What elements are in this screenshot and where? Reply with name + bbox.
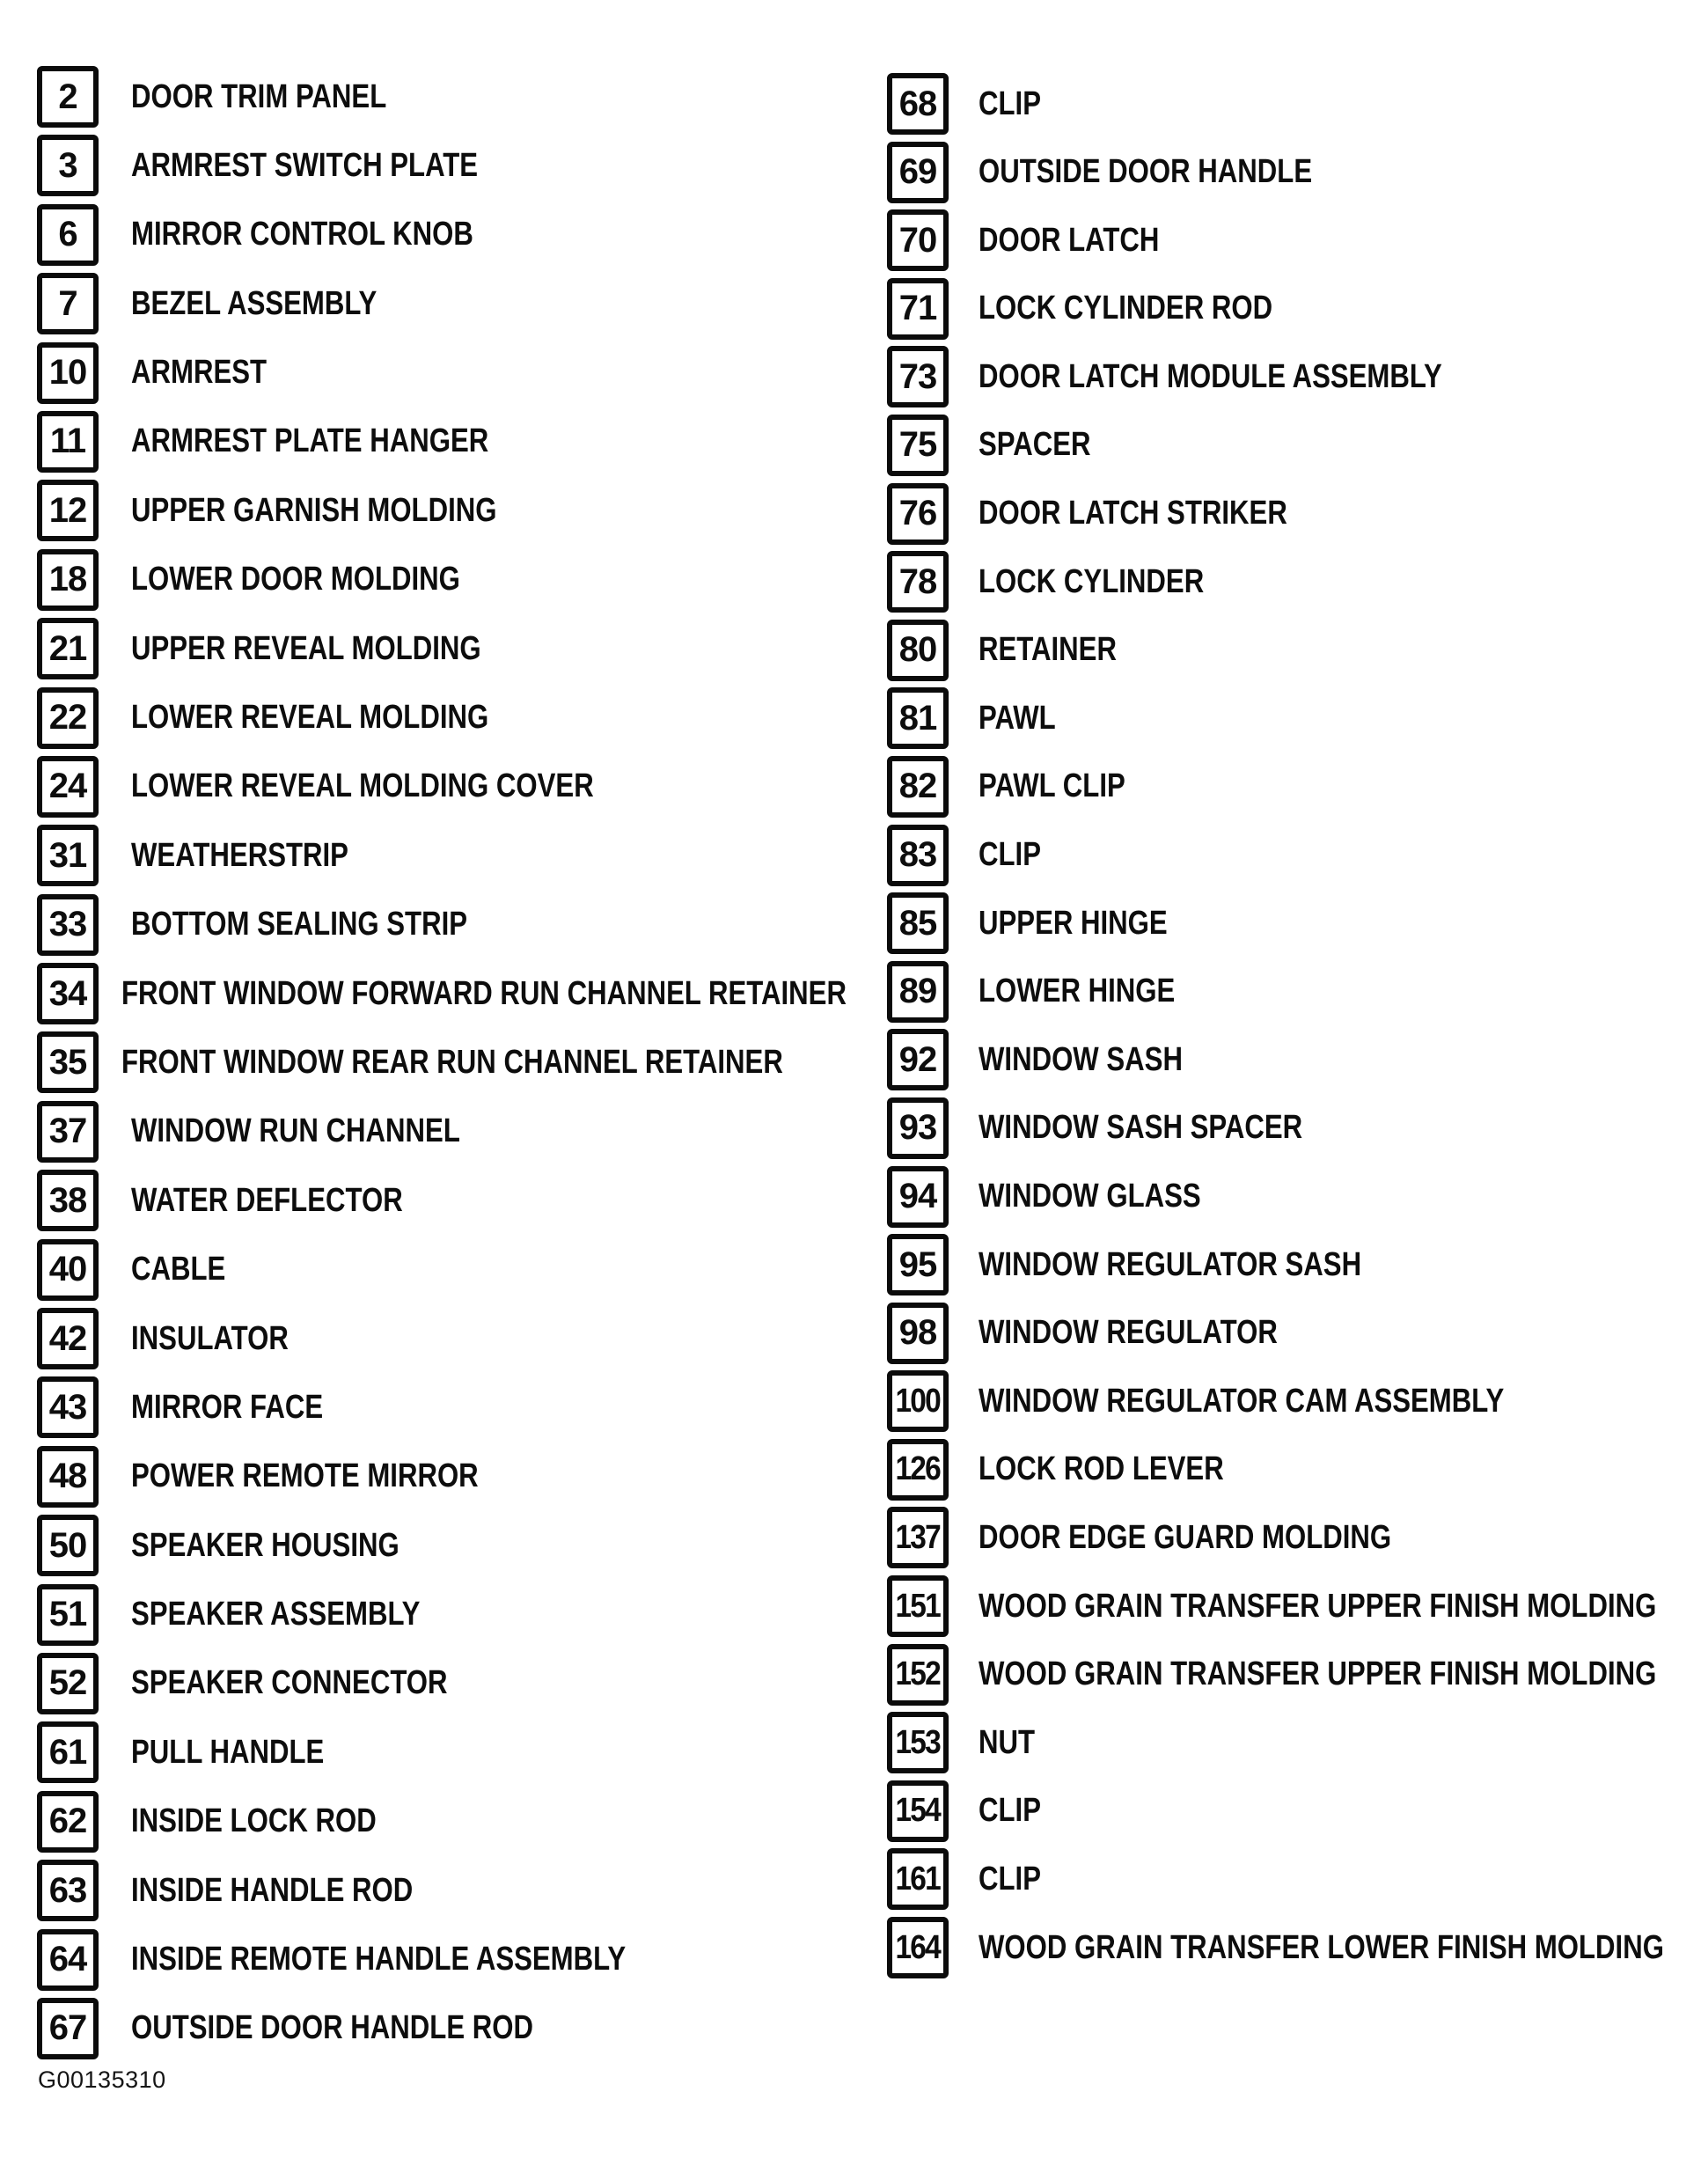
- part-number-box: [887, 142, 949, 203]
- part-label: ARMREST PLATE HANGER: [131, 422, 489, 460]
- part-number-box: [887, 483, 949, 545]
- legend-row: [37, 342, 1006, 404]
- part-number-box: [37, 1515, 99, 1576]
- part-number: 92: [898, 1039, 937, 1079]
- part-number: 98: [898, 1313, 937, 1353]
- part-label: WINDOW REGULATOR SASH: [979, 1245, 1362, 1283]
- part-number-box: [887, 620, 949, 681]
- part-label: INSULATOR: [131, 1319, 289, 1357]
- legend-row: [887, 209, 1708, 271]
- legend-row: [37, 1515, 1006, 1576]
- part-label: CLIP: [979, 84, 1041, 122]
- legend-row: [37, 273, 1006, 334]
- part-number: 43: [48, 1387, 87, 1427]
- part-number: 67: [48, 2008, 87, 2048]
- part-number-box: [37, 894, 99, 956]
- part-number-box: [887, 551, 949, 613]
- part-number: 126: [895, 1450, 941, 1488]
- part-label: UPPER REVEAL MOLDING: [131, 629, 481, 667]
- legend-row: [887, 1644, 1708, 1706]
- part-number-box: [37, 1308, 99, 1369]
- part-number-box: [887, 892, 949, 954]
- part-number: 7: [58, 283, 77, 323]
- part-number-box: [37, 204, 99, 266]
- part-number: 76: [898, 494, 937, 533]
- part-label: LOWER DOOR MOLDING: [131, 561, 460, 598]
- legend-row: [887, 415, 1708, 476]
- legend-row: [37, 1929, 1006, 1991]
- part-label: PULL HANDLE: [131, 1733, 325, 1771]
- part-label: WOOD GRAIN TRANSFER UPPER FINISH MOLDING: [979, 1655, 1657, 1693]
- part-label: WINDOW GLASS: [979, 1178, 1201, 1215]
- part-number-box: [37, 1860, 99, 1921]
- part-label: CABLE: [131, 1251, 226, 1288]
- part-number: 93: [898, 1108, 937, 1148]
- legend-row: [887, 1166, 1708, 1228]
- part-number-box: [37, 963, 99, 1024]
- part-number-box: [37, 1584, 99, 1646]
- legend-row: [37, 1308, 1006, 1369]
- part-label: WINDOW RUN CHANNEL: [131, 1112, 460, 1150]
- part-label: ARMREST SWITCH PLATE: [131, 146, 479, 184]
- legend-row: [887, 1097, 1708, 1159]
- part-number: 10: [48, 353, 87, 393]
- part-label: DOOR LATCH STRIKER: [979, 495, 1287, 532]
- part-number-box: [887, 1029, 949, 1090]
- legend-row: [887, 1234, 1708, 1296]
- part-number: 52: [48, 1663, 87, 1703]
- part-label: LOCK CYLINDER: [979, 562, 1205, 600]
- part-label: WOOD GRAIN TRANSFER UPPER FINISH MOLDING: [979, 1587, 1657, 1625]
- part-label: FRONT WINDOW REAR RUN CHANNEL RETAINER: [121, 1043, 783, 1081]
- part-label: PAWL: [979, 699, 1056, 737]
- legend-row: [887, 1029, 1708, 1090]
- part-number-box: [887, 1917, 949, 1978]
- part-number-box: [37, 1376, 99, 1438]
- part-number-box: [37, 411, 99, 473]
- part-number-box: [37, 66, 99, 128]
- part-number: 152: [895, 1655, 941, 1693]
- part-number: 51: [48, 1595, 87, 1634]
- part-number-box: [37, 1031, 99, 1093]
- part-number: 6: [58, 215, 77, 254]
- part-number-box: [37, 1653, 99, 1714]
- part-number-box: [887, 1370, 949, 1432]
- legend-row: [37, 1170, 1006, 1231]
- legend-row: [887, 483, 1708, 545]
- legend-row: [887, 961, 1708, 1023]
- part-label: MIRROR FACE: [131, 1388, 324, 1426]
- part-label: BOTTOM SEALING STRIP: [131, 906, 468, 943]
- legend-row: [37, 894, 1006, 956]
- part-number-box: [887, 1303, 949, 1364]
- legend-row: [37, 756, 1006, 818]
- part-label: DOOR LATCH MODULE ASSEMBLY: [979, 357, 1442, 395]
- part-label: WATER DEFLECTOR: [131, 1181, 403, 1219]
- part-label: UPPER HINGE: [979, 904, 1168, 942]
- part-label: POWER REMOTE MIRROR: [131, 1457, 479, 1495]
- part-label: INSIDE REMOTE HANDLE ASSEMBLY: [131, 1941, 627, 1978]
- part-label: PAWL CLIP: [979, 767, 1125, 805]
- part-label: SPACER: [979, 426, 1091, 464]
- part-number: 24: [48, 767, 87, 806]
- part-number-box: [37, 687, 99, 749]
- part-number: 161: [895, 1860, 941, 1897]
- part-number: 50: [48, 1525, 87, 1565]
- part-number-box: [887, 1234, 949, 1296]
- part-number: 154: [895, 1792, 941, 1830]
- part-number: 40: [48, 1250, 87, 1289]
- part-number: 64: [48, 1940, 87, 1979]
- part-number-box: [37, 1721, 99, 1783]
- legend-row: [37, 825, 1006, 886]
- part-number: 89: [898, 972, 937, 1011]
- part-label: RETAINER: [979, 631, 1117, 669]
- legend-row: [887, 1780, 1708, 1842]
- part-number: 83: [898, 835, 937, 875]
- legend-row: [887, 346, 1708, 407]
- part-label: CLIP: [979, 1792, 1041, 1830]
- legend-row: [887, 1370, 1708, 1432]
- part-number: 12: [48, 490, 87, 530]
- part-number-box: [887, 1507, 949, 1568]
- part-number: 69: [898, 152, 937, 192]
- legend-row: [887, 620, 1708, 681]
- legend-row: [887, 825, 1708, 886]
- legend-row: [37, 687, 1006, 749]
- part-number-box: [887, 415, 949, 476]
- part-number-box: [887, 209, 949, 271]
- part-number: 164: [895, 1928, 941, 1966]
- part-label: LOCK ROD LEVER: [979, 1450, 1224, 1488]
- part-number-box: [37, 1170, 99, 1231]
- part-label: SPEAKER HOUSING: [131, 1526, 400, 1564]
- legend-row: [37, 963, 1006, 1024]
- legend-row: [887, 1439, 1708, 1501]
- legend-row: [887, 142, 1708, 203]
- part-number: 75: [898, 425, 937, 465]
- part-number-box: [887, 278, 949, 340]
- legend-row: [37, 1031, 1006, 1093]
- part-label: NUT: [979, 1723, 1036, 1761]
- part-number: 85: [898, 903, 937, 943]
- part-number-box: [887, 346, 949, 407]
- part-number-box: [37, 618, 99, 679]
- part-number-box: [887, 756, 949, 818]
- part-number: 80: [898, 630, 937, 670]
- part-number-box: [37, 480, 99, 541]
- legend-row: [37, 549, 1006, 611]
- legend-row: [887, 551, 1708, 613]
- part-number-box: [37, 1929, 99, 1991]
- part-number: 48: [48, 1457, 87, 1496]
- part-label: DOOR EDGE GUARD MOLDING: [979, 1518, 1392, 1556]
- part-number: 100: [895, 1382, 941, 1420]
- part-label: LOWER HINGE: [979, 973, 1176, 1010]
- part-label: LOCK CYLINDER ROD: [979, 290, 1273, 327]
- part-label: LOWER REVEAL MOLDING COVER: [131, 767, 594, 805]
- part-number: 78: [898, 562, 937, 601]
- legend-row: [887, 756, 1708, 818]
- part-label: WINDOW SASH: [979, 1040, 1183, 1078]
- part-label: ARMREST: [131, 354, 268, 392]
- legend-row: [887, 1575, 1708, 1637]
- legend-row: [37, 1791, 1006, 1853]
- legend-row: [37, 1239, 1006, 1301]
- legend-row: [37, 135, 1006, 196]
- part-number: 21: [48, 628, 87, 668]
- legend-row: [37, 1721, 1006, 1783]
- legend-row: [37, 66, 1006, 128]
- part-label: DOOR TRIM PANEL: [131, 77, 387, 115]
- part-number-box: [37, 273, 99, 334]
- legend-row: [887, 278, 1708, 340]
- part-number: 22: [48, 698, 87, 738]
- part-number: 33: [48, 905, 87, 944]
- part-number-box: [37, 342, 99, 404]
- part-number: 81: [898, 698, 937, 738]
- part-number-box: [37, 1101, 99, 1163]
- part-number: 63: [48, 1870, 87, 1910]
- legend-row: [887, 1848, 1708, 1910]
- part-label: MIRROR CONTROL KNOB: [131, 216, 473, 253]
- part-number: 34: [48, 973, 87, 1013]
- legend-row: [887, 73, 1708, 135]
- part-number: 95: [898, 1244, 937, 1284]
- part-number-box: [37, 1446, 99, 1508]
- part-number-box: [887, 1439, 949, 1501]
- part-label: BEZEL ASSEMBLY: [131, 284, 378, 322]
- part-label: WOOD GRAIN TRANSFER LOWER FINISH MOLDING: [979, 1928, 1664, 1966]
- legend-row: [887, 892, 1708, 954]
- part-label: LOWER REVEAL MOLDING: [131, 699, 489, 737]
- part-number-box: [37, 1998, 99, 2059]
- part-number: 73: [898, 356, 937, 396]
- part-number: 11: [49, 422, 86, 461]
- part-number-box: [887, 825, 949, 886]
- legend-row: [37, 1376, 1006, 1438]
- part-number-box: [37, 1791, 99, 1853]
- legend-row: [887, 1507, 1708, 1568]
- part-label: SPEAKER ASSEMBLY: [131, 1596, 421, 1633]
- part-label: UPPER GARNISH MOLDING: [131, 491, 497, 529]
- legend-row: [887, 1303, 1708, 1364]
- part-number: 151: [895, 1587, 941, 1625]
- part-label: DOOR LATCH: [979, 221, 1160, 259]
- part-number: 31: [48, 835, 87, 875]
- part-number: 82: [898, 767, 937, 806]
- part-number: 137: [895, 1518, 941, 1556]
- part-label: INSIDE HANDLE ROD: [131, 1871, 414, 1909]
- part-number: 2: [58, 77, 77, 116]
- part-label: INSIDE LOCK ROD: [131, 1802, 377, 1840]
- part-label: CLIP: [979, 836, 1041, 874]
- part-label: CLIP: [979, 1860, 1041, 1897]
- legend-row: [37, 1446, 1006, 1508]
- part-number-box: [887, 1575, 949, 1637]
- part-number-box: [37, 1239, 99, 1301]
- legend-row: [37, 618, 1006, 679]
- legend-row: [887, 1917, 1708, 1978]
- part-label: WINDOW REGULATOR: [979, 1314, 1278, 1352]
- part-label: FRONT WINDOW FORWARD RUN CHANNEL RETAINER: [121, 974, 847, 1012]
- part-number-box: [887, 73, 949, 135]
- part-number: 94: [898, 1177, 937, 1215]
- part-number: 61: [48, 1732, 87, 1772]
- part-number-box: [887, 1644, 949, 1706]
- legend-row: [37, 1653, 1006, 1714]
- part-label: OUTSIDE DOOR HANDLE: [979, 153, 1313, 191]
- part-number: 37: [48, 1112, 87, 1151]
- legend-row: [37, 411, 1006, 473]
- part-number-box: [887, 1780, 949, 1842]
- part-number: 153: [895, 1723, 941, 1761]
- part-number: 70: [898, 220, 937, 260]
- part-number-box: [887, 1848, 949, 1910]
- part-number: 62: [48, 1802, 87, 1841]
- legend-row: [37, 1860, 1006, 1921]
- part-number-box: [37, 135, 99, 196]
- legend-column-left: [37, 66, 1006, 2059]
- legend-row: [887, 687, 1708, 749]
- part-number: 42: [48, 1318, 87, 1358]
- part-label: SPEAKER CONNECTOR: [131, 1664, 448, 1702]
- part-label: OUTSIDE DOOR HANDLE ROD: [131, 2009, 534, 2047]
- part-label: WEATHERSTRIP: [131, 836, 348, 874]
- part-label: WINDOW SASH SPACER: [979, 1109, 1303, 1147]
- part-number-box: [887, 1166, 949, 1228]
- part-number-box: [887, 687, 949, 749]
- legend-row: [37, 1101, 1006, 1163]
- part-number-box: [37, 756, 99, 818]
- legend-row: [37, 204, 1006, 266]
- part-number: 3: [58, 145, 77, 185]
- part-number: 35: [48, 1042, 87, 1082]
- part-number: 18: [48, 560, 87, 599]
- legend-column-right: [887, 73, 1708, 1978]
- legend-row: [37, 1584, 1006, 1646]
- part-number: 71: [898, 289, 937, 328]
- part-number-box: [887, 961, 949, 1023]
- part-number: 68: [898, 84, 937, 123]
- legend-row: [37, 1998, 1006, 2059]
- part-number-box: [887, 1097, 949, 1159]
- part-number: 38: [48, 1180, 87, 1220]
- part-number-box: [37, 825, 99, 886]
- part-number-box: [887, 1712, 949, 1773]
- legend-row: [37, 480, 1006, 541]
- legend-row: [887, 1712, 1708, 1773]
- part-number-box: [37, 549, 99, 611]
- part-label: WINDOW REGULATOR CAM ASSEMBLY: [979, 1382, 1505, 1420]
- figure-code: G00135310: [38, 2066, 166, 2093]
